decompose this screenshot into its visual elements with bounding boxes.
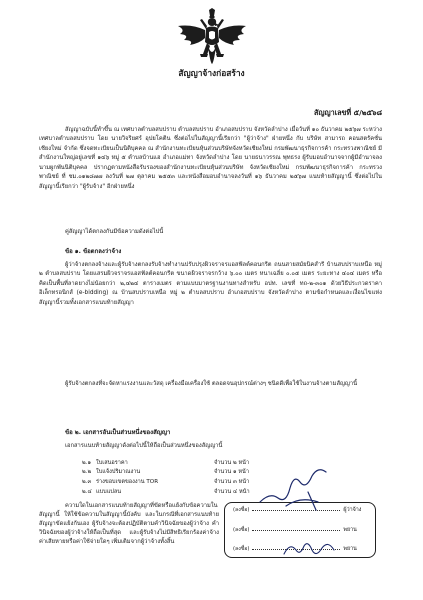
signature-line bbox=[252, 525, 340, 531]
attachment-name: แบบแปลน bbox=[96, 488, 122, 495]
attachment-name: ใบแจ้งปริมาณงาน bbox=[96, 469, 141, 476]
attachment-name: ร่างขอบเขตของงาน TOR bbox=[96, 478, 159, 485]
attachment-quantity: จำนวน ๓ หน้า bbox=[214, 478, 250, 485]
garuda-emblem-icon bbox=[176, 8, 248, 66]
document-title: สัญญาจ้างก่อสร้าง bbox=[178, 68, 245, 78]
attachment-number: ๒.๔ bbox=[82, 488, 92, 495]
attachment-number: ๒.๒ bbox=[82, 469, 92, 476]
attachment-item bbox=[82, 458, 282, 468]
sign-prefix: (ลงชื่อ) bbox=[233, 546, 250, 552]
signature-line bbox=[252, 544, 340, 550]
attachments-list bbox=[82, 458, 282, 496]
attachment-quantity: จำนวน ๔ หน้า bbox=[214, 488, 250, 495]
contract-number: สัญญาเลขที่ ๕/๒๕๖๘ bbox=[313, 108, 382, 117]
sign-prefix: (ลงชื่อ) bbox=[233, 527, 250, 533]
attachment-name: ใบเสนอราคา bbox=[96, 459, 128, 466]
signature-line bbox=[252, 505, 340, 511]
attachment-number: ๒.๑ bbox=[82, 459, 92, 466]
signature-box bbox=[224, 502, 376, 558]
clause2-intro: เอกสารแนบท้ายสัญญาดังต่อไปนี้ให้ถือเป็นส่วนหนึ่งของสัญญานี้ bbox=[65, 443, 223, 449]
clause2-heading: ข้อ ๒. เอกสารอันเป็นส่วนหนึ่งของสัญญา bbox=[65, 429, 171, 436]
employer-label: ผู้ว่าจ้าง bbox=[343, 507, 362, 513]
sign-prefix: (ลงชื่อ) bbox=[233, 507, 250, 513]
attachment-item bbox=[82, 487, 282, 497]
witness-label: พยาน bbox=[343, 527, 357, 533]
witness-label: พยาน bbox=[343, 546, 357, 552]
attachment-item bbox=[82, 468, 282, 478]
attachment-quantity: จำนวน ๒ หน้า bbox=[214, 459, 250, 466]
attachment-number: ๒.๓ bbox=[82, 478, 92, 485]
clause1-paragraph1: ผู้ว่าจ้างตกลงจ้างและผู้รับจ้างตกลงรับจ้างทำงานปรับปรุงผิวจราจรแอสฟัลต์คอนกรีต ถนนสายสมัยนิคสำรี บ้านสบปราบเหนือ หมู่ ๒ ตำบลสบปราบ โดยแสรมผิวจราจรแอสฟัลต์คอนกรีต ขนาดผิวจราจรกว้าง ๖.๐๐ เมตร หนาเฉลี่ย ๐.๐๕ เมตร ระยะทาง ๔๐๔ เมตร หรือคิดเป็นพื้นที่ลาดยางไม่น้อยกว่า ๒,๔๒๔ ตารางเมตร ตามแบบมาตรฐานงานทางสำหรับ อปท. เลขที่ ทถ-๒-๓๐๑ ด้วยวิธีประกวดราคาอิเล็กทรอนิกส์ (e-bidding) ณ บ้านสบปราบเหนือ หมู่ ๒ ตำบลสบปราบ อำเภอสบปราบ จังหวัดลำปาง ตามข้อกำหนดและเงื่อนไขแห่งสัญญานี้รวมทั้งเอกสารแนบท้ายสัญญา bbox=[39, 262, 382, 306]
attachment-item bbox=[82, 477, 282, 487]
clause1-paragraph2: ผู้รับจ้างตกลงที่จะจัดหาแรงงานและวัสดุ เครื่องมือเครื่องใช้ ตลอดจนอุปกรณ์ต่างๆ ชนิดดีเพื่อใช้ในงานจ้างตามสัญญานี้ bbox=[65, 381, 358, 387]
signature-row-witness-1 bbox=[233, 525, 357, 534]
signature-row-employer bbox=[233, 505, 361, 514]
agreement-line: คู่สัญญาได้ตกลงกันมีข้อความดังต่อไปนี้ bbox=[65, 229, 164, 235]
signature-row-witness-2 bbox=[233, 544, 357, 553]
attachment-quantity: จำนวน ๑ หน้า bbox=[214, 469, 249, 476]
clause1-heading: ข้อ ๑. ข้อตกลงว่าจ้าง bbox=[65, 248, 122, 255]
clause2-closing-paragraph: ความใดในเอกสารแนบท้ายสัญญาที่ขัดหรือแย้งกับข้อความในสัญญานี้ ให้ใช้ข้อความในสัญญานี้บังคับ และในกรณีที่เอกสารแนบท้ายสัญญาขัดแย้งกันเอง ผู้รับจ้างจะต้องปฏิบัติตามคำวินิจฉัยของผู้ว่าจ้าง คำวินิจฉัยของผู้ว่าจ้างให้ถือเป็นที่สุด และผู้รับจ้างไม่มีสิทธิเรียกร้องค่าจ้าง ค่าเสียหายหรือค่าใช้จ่ายใดๆ เพิ่มเติมจากผู้ว่าจ้างทั้งสิ้น bbox=[39, 503, 219, 546]
intro-paragraph: สัญญาฉบับนี้ทำขึ้น ณ เทศบาลตำบลสบปราบ ตำบลสบปราบ อำเภอสบปราบ จังหวัดลำปาง เมื่อวันที่ ๑๐ ธันวาคม ๒๕๖๗ ระหว่าง เทศบาลตำบลสบปราบ โดย นายวิจริยศร์ อุปยโคติน ซึ่งต่อไปในสัญญานี้เรียกว่า "ผู้ว่าจ้าง" ฝ่ายหนึ่ง กับ บริษัท สามารถ คอนสตรัคชั่น เชียงใหม่ จำกัด ซึ่งจดทะเบียนเป็นนิติบุคคล ณ สำนักงานทะเบียนหุ้นส่วนบริษัทจังหวัดเชียงใหม่ กรมพัฒนาธุรกิจการค้า กระทรวงพาณิชย์ มีสำนักงานใหญ่อยู่เลขที่ ๑๔๖ หมู่ ๕ ตำบลบ้านแฮ อำเภอแม่ทา จังหวัดลำปาง โดย นายธนาวรรณ พุทธรง ผู้รับมอบอำนาจจากผู้มีอำนาจลงนามผูกพันนิติบุคคล ปรากฏตามหนังสือรับรองของสำนักงานทะเบียนหุ้นส่วนบริษัท จังหวัดเชียงใหม่ กรมพัฒนาธุรกิจการค้า กระทรวงพาณิชย์ ที่ ชม.๐๑๒๘๗๗ ลงวันที่ ๒๗ ตุลาคม ๒๕๕๓ และหนังสือมอบอำนาจลงวันที่ ๑๖ ธันวาคม ๒๕๖๗ แนบท้ายสัญญานี้ ซึ่งต่อไปในสัญญานี้เรียกว่า "ผู้รับจ้าง" อีกฝ่ายหนึ่ง bbox=[39, 127, 382, 190]
